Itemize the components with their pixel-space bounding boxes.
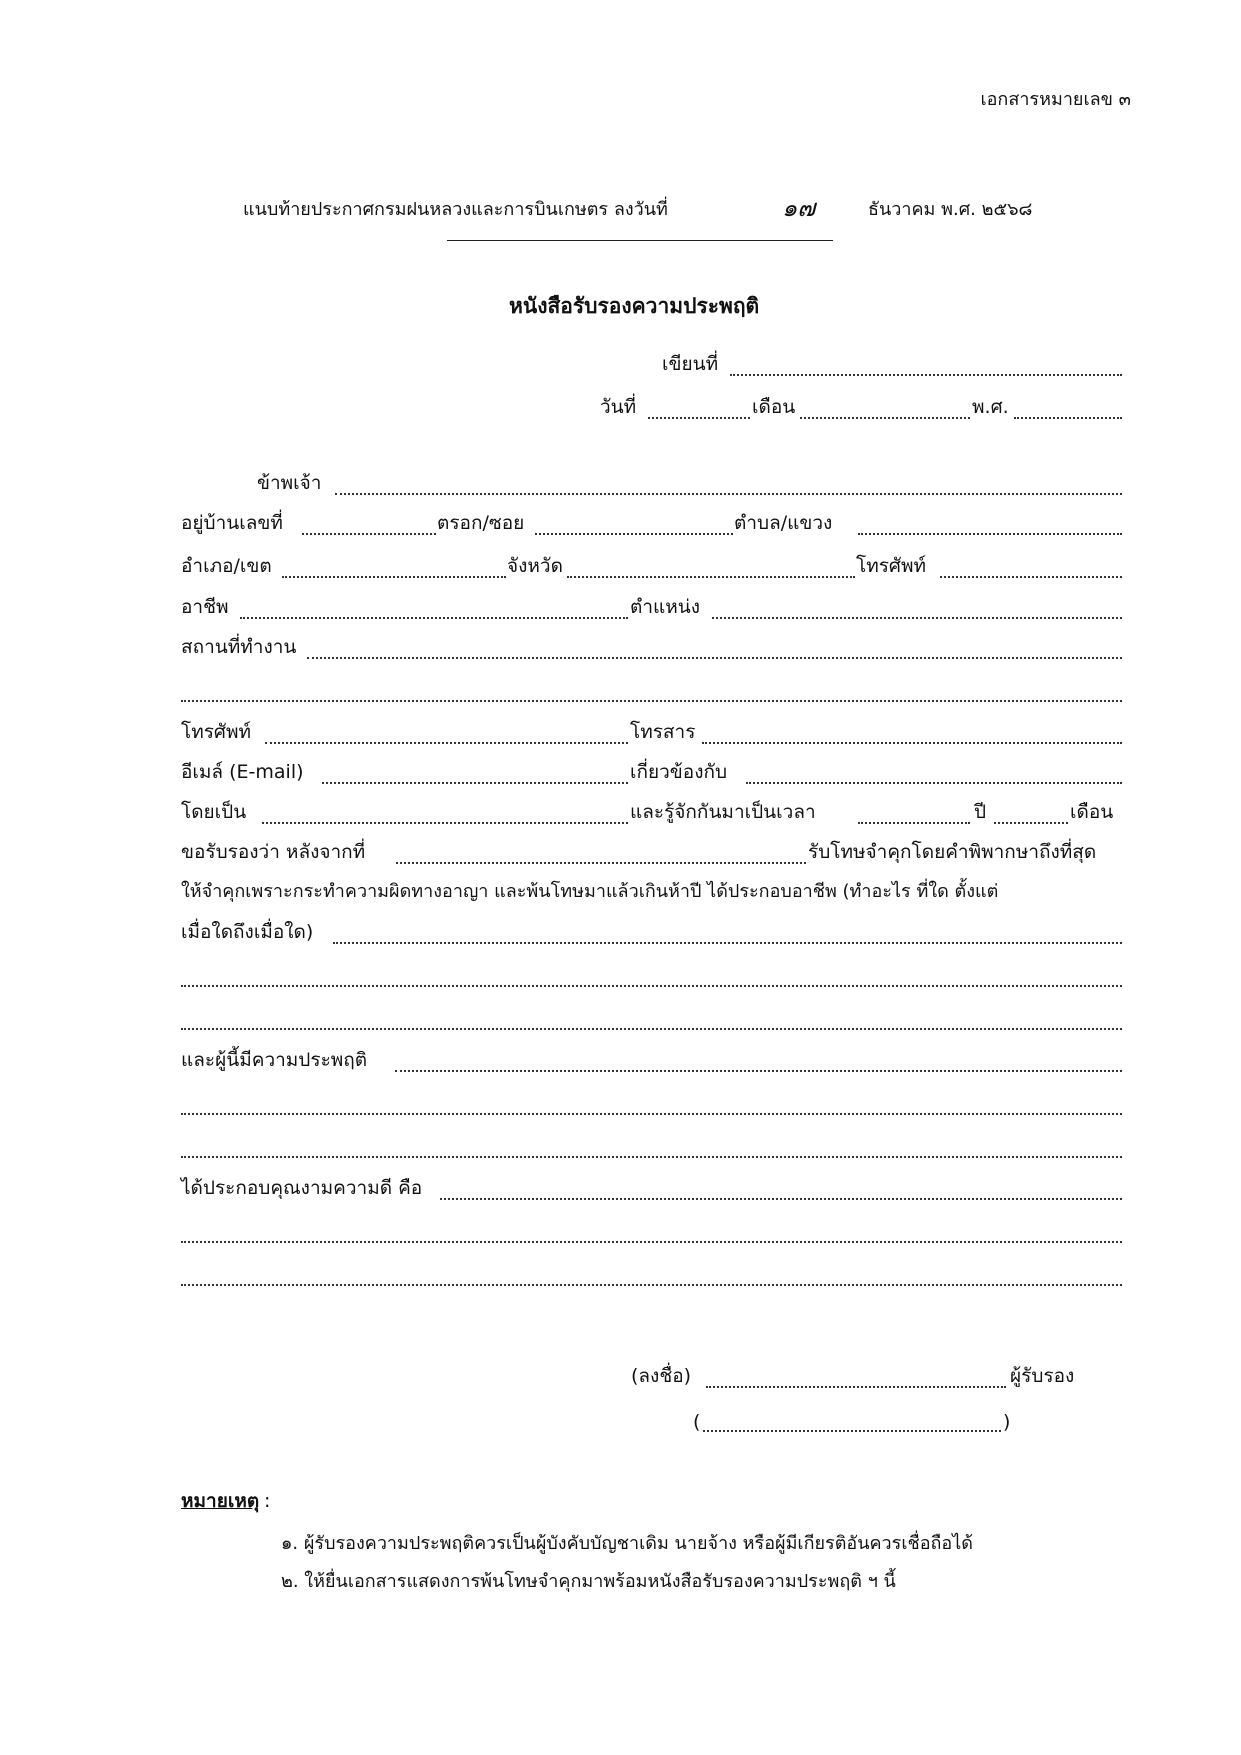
written-at-field[interactable] bbox=[730, 374, 1122, 376]
date-label: วันที่ bbox=[600, 396, 637, 418]
known-for-label: และรู้จักกันมาเป็นเวลา bbox=[630, 801, 816, 823]
behavior-field-line-3[interactable] bbox=[181, 1156, 1122, 1158]
relation-field[interactable] bbox=[746, 782, 1122, 784]
good-deeds-field-line-3[interactable] bbox=[181, 1284, 1122, 1286]
position-field[interactable] bbox=[712, 617, 1122, 619]
subdistrict-label: ตำบล/แขวง bbox=[734, 512, 833, 534]
when-until-field-line-3[interactable] bbox=[181, 1028, 1122, 1030]
known-years-field[interactable] bbox=[858, 822, 970, 824]
alley-label: ตรอก/ซอย bbox=[437, 512, 525, 534]
relation-label: เกี่ยวข้องกับ bbox=[630, 761, 728, 783]
printed-name-field[interactable] bbox=[703, 1430, 1001, 1432]
workplace-label: สถานที่ทำงาน bbox=[181, 636, 297, 658]
fax-field[interactable] bbox=[702, 742, 1122, 744]
page-title: หนังสือรับรองความประพฤติ bbox=[509, 294, 760, 318]
certify-after-field[interactable] bbox=[396, 862, 806, 864]
workplace-field-line-2[interactable] bbox=[181, 700, 1122, 702]
as-field[interactable] bbox=[262, 822, 628, 824]
years-label: ปี bbox=[974, 801, 987, 823]
fax-label: โทรสาร bbox=[630, 721, 696, 743]
behavior-label: และผู้นี้มีความประพฤติ bbox=[181, 1049, 368, 1071]
known-months-field[interactable] bbox=[994, 822, 1068, 824]
phone2-field[interactable] bbox=[265, 742, 628, 744]
sentenced-label: รับโทษจำคุกโดยคำพิพากษาถึงที่สุด bbox=[808, 841, 1097, 863]
note-2: ๒. ให้ยื่นเอกสารแสดงการพ้นโทษจำคุกมาพร้อมหนังสือรับรองความประพฤติ ฯ นี้ bbox=[281, 1571, 896, 1592]
i-am-label: ข้าพเจ้า bbox=[257, 472, 322, 494]
good-deeds-field[interactable] bbox=[440, 1198, 1122, 1200]
attachment-month-year: ธันวาคม พ.ศ. ๒๕๖๘ bbox=[868, 199, 1033, 220]
note-1: ๑. ผู้รับรองความประพฤติควรเป็นผู้บังคับบัญชาเดิม นายจ้าง หรือผู้มีเกียรติอันควรเชื่อถือได้ bbox=[281, 1533, 973, 1554]
when-until-field-line-2[interactable] bbox=[181, 985, 1122, 987]
months-label: เดือน bbox=[1070, 801, 1114, 823]
name-field[interactable] bbox=[335, 493, 1122, 495]
good-deeds-label: ได้ประกอบคุณงามความดี คือ bbox=[181, 1177, 423, 1199]
written-at-label: เขียนที่ bbox=[662, 353, 719, 375]
good-deeds-field-line-2[interactable] bbox=[181, 1241, 1122, 1243]
behavior-field[interactable] bbox=[395, 1070, 1122, 1072]
sign-label: (ลงชื่อ) bbox=[631, 1365, 692, 1387]
year-field[interactable] bbox=[1014, 417, 1122, 419]
attachment-reference: แนบท้ายประกาศกรมฝนหลวงและการบินเกษตร ลงวันที่ bbox=[243, 199, 668, 220]
province-field[interactable] bbox=[567, 576, 855, 578]
document-number: เอกสารหมายเลข ๓ bbox=[980, 89, 1131, 110]
occupation-field[interactable] bbox=[240, 617, 628, 619]
when-until-label: เมื่อใดถึงเมื่อใด) bbox=[181, 921, 314, 943]
phone2-label: โทรศัพท์ bbox=[181, 721, 252, 743]
email-label: อีเมล์ (E-mail) bbox=[181, 761, 304, 783]
district-field[interactable] bbox=[282, 576, 506, 578]
district-label: อำเภอ/เขต bbox=[181, 555, 272, 577]
date-field[interactable] bbox=[648, 417, 750, 419]
signature-field[interactable] bbox=[706, 1386, 1006, 1388]
house-no-field[interactable] bbox=[302, 533, 436, 535]
certify-after-label: ขอรับรองว่า หลังจากที่ bbox=[181, 841, 366, 863]
email-field[interactable] bbox=[322, 782, 628, 784]
position-label: ตำแหน่ง bbox=[630, 596, 701, 618]
workplace-field[interactable] bbox=[307, 657, 1122, 659]
alley-field[interactable] bbox=[535, 533, 733, 535]
subdistrict-field[interactable] bbox=[858, 533, 1122, 535]
province-label: จังหวัด bbox=[507, 555, 563, 577]
occupation-label: อาชีพ bbox=[181, 596, 229, 618]
attachment-day: ๑๗ bbox=[782, 194, 816, 222]
notes-heading: หมายเหตุ bbox=[181, 1490, 260, 1512]
year-label: พ.ศ. bbox=[972, 396, 1009, 418]
open-paren: ( bbox=[693, 1411, 701, 1433]
when-until-field[interactable] bbox=[333, 942, 1122, 944]
crime-description: ให้จำคุกเพราะกระทำความผิดทางอาญา และพ้นโทษมาแล้วเกินห้าปี ได้ประกอบอาชีพ (ทำอะไร ที่ใด ตั้งแต่ bbox=[181, 881, 999, 902]
behavior-field-line-2[interactable] bbox=[181, 1113, 1122, 1115]
header-underline bbox=[447, 240, 833, 241]
month-label: เดือน bbox=[752, 396, 796, 418]
notes-colon: : bbox=[264, 1490, 271, 1512]
as-label: โดยเป็น bbox=[181, 801, 247, 823]
house-no-label: อยู่บ้านเลขที่ bbox=[181, 512, 283, 534]
phone-field[interactable] bbox=[940, 576, 1122, 578]
close-paren: ) bbox=[1003, 1411, 1011, 1433]
phone-label: โทรศัพท์ bbox=[856, 555, 927, 577]
month-field[interactable] bbox=[800, 417, 970, 419]
certifier-label: ผู้รับรอง bbox=[1010, 1365, 1075, 1387]
